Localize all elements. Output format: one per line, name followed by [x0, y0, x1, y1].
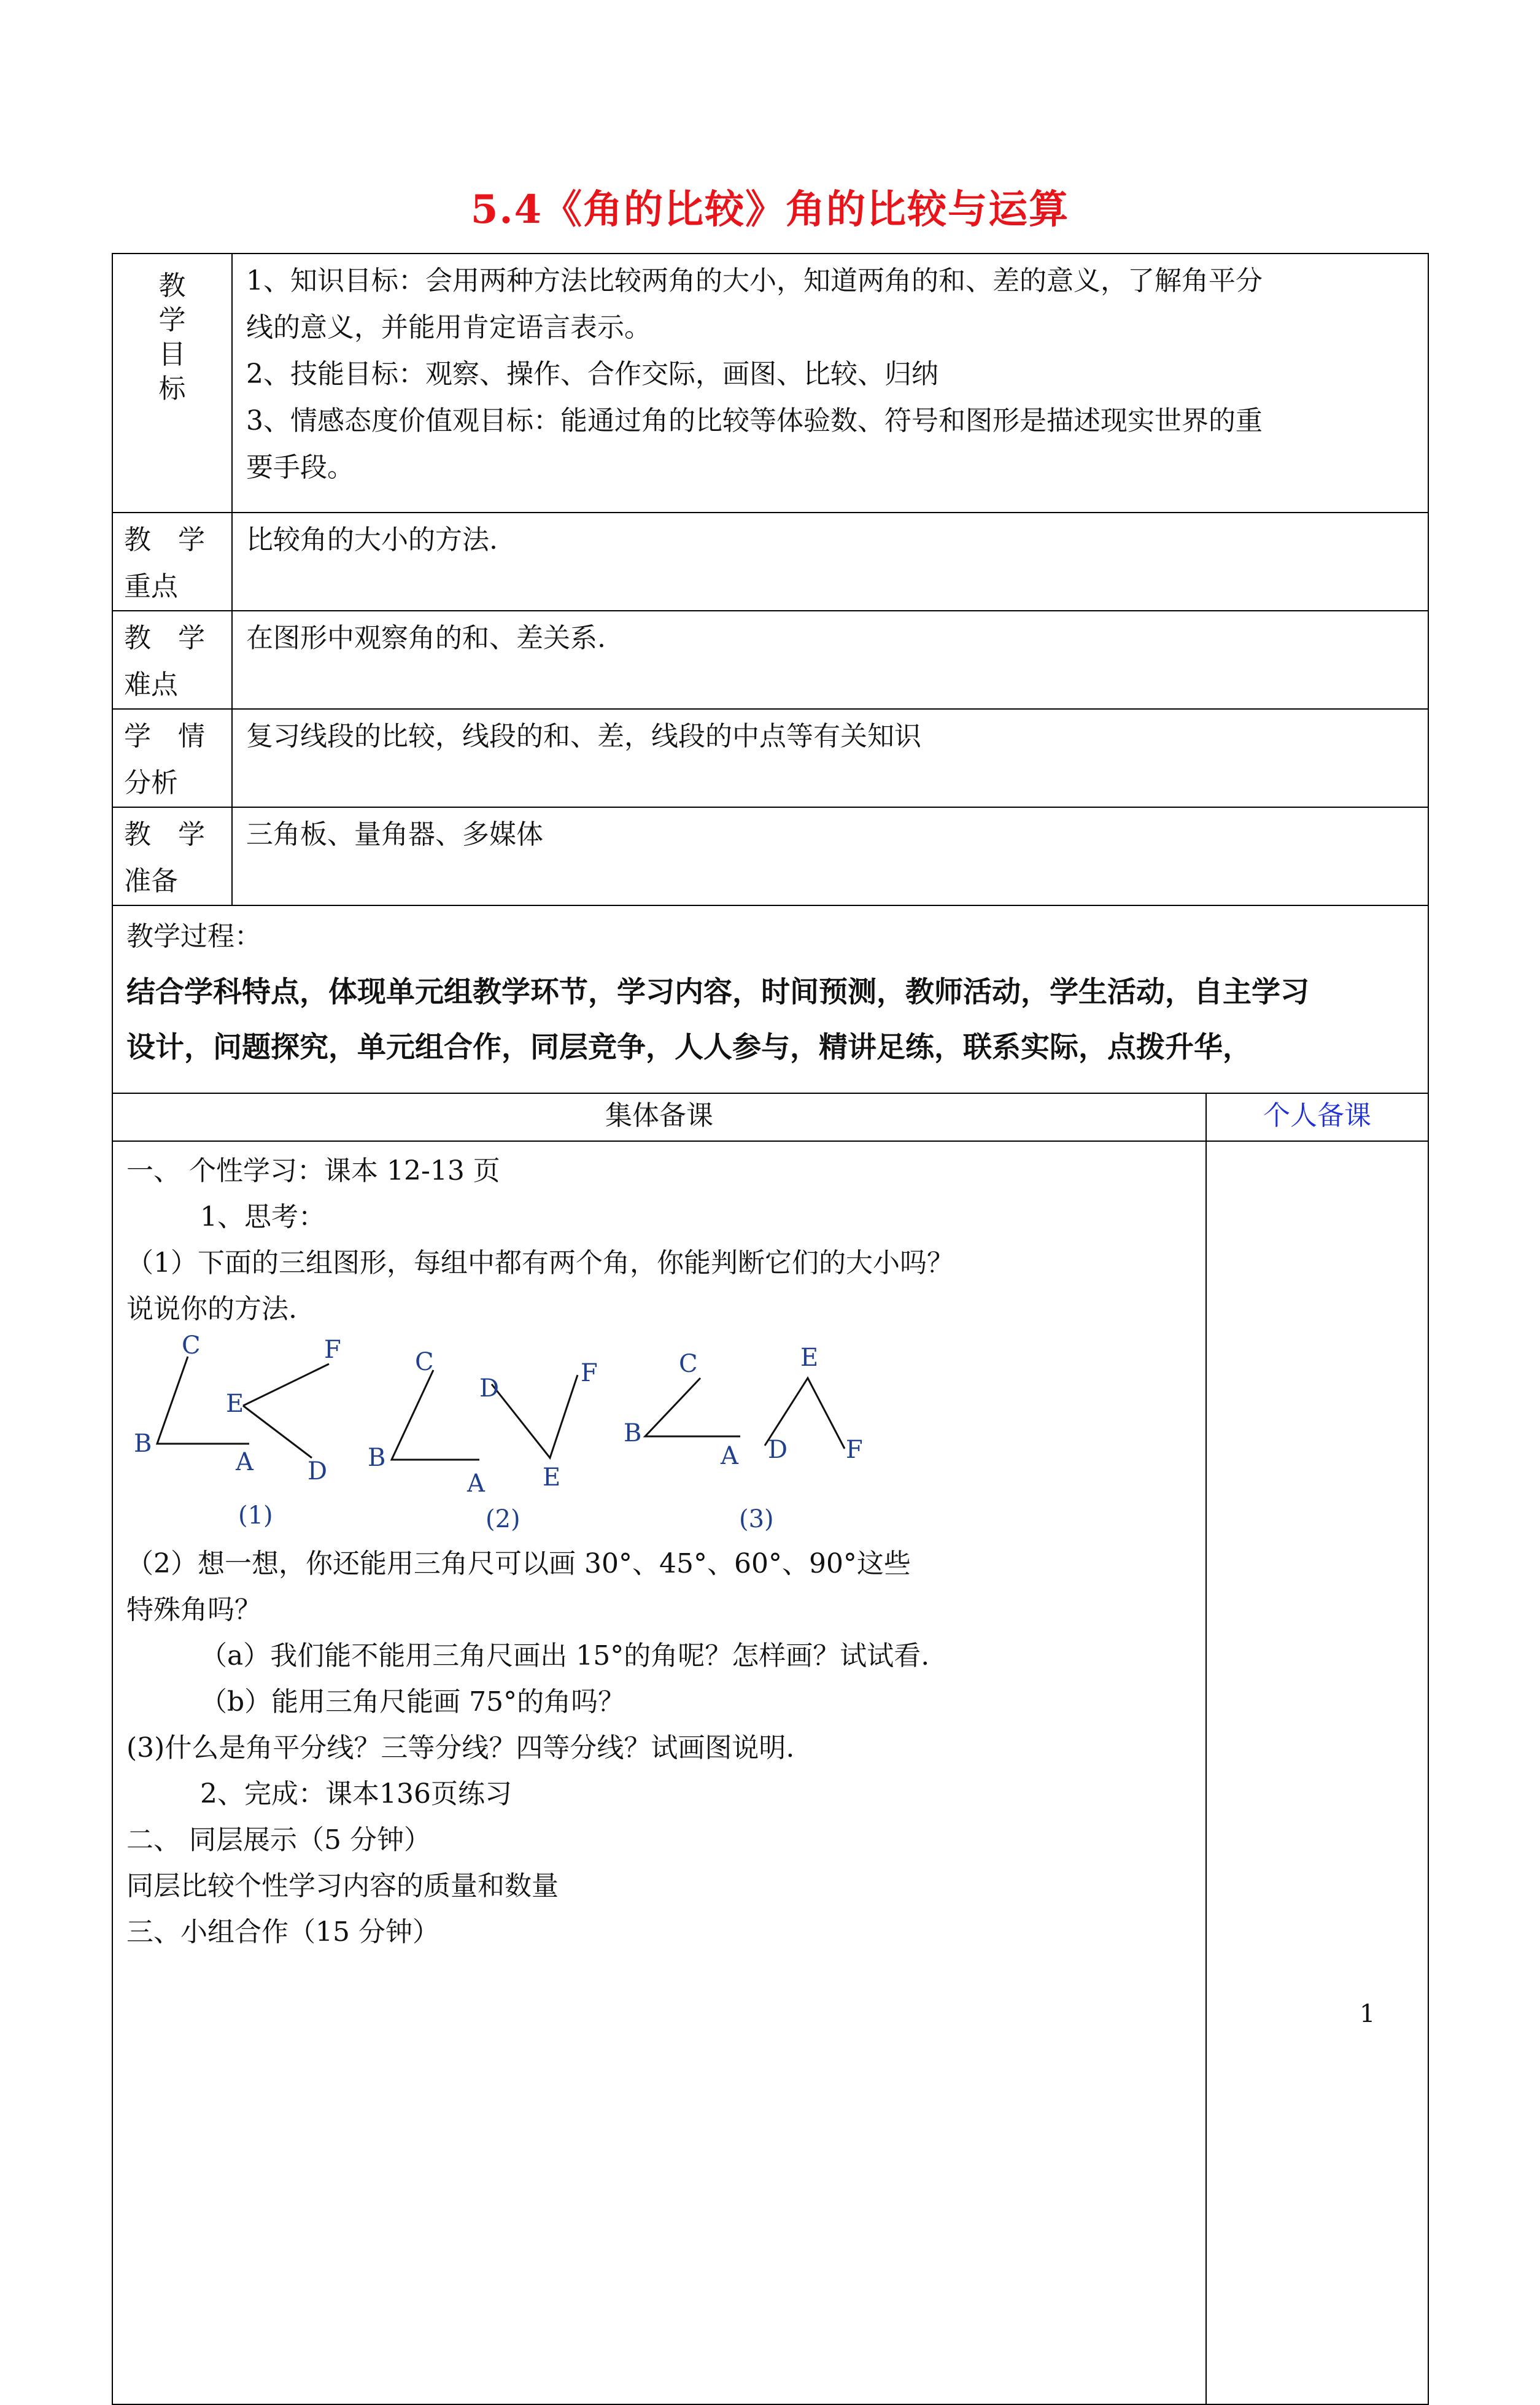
figure-caption: (1)	[238, 1501, 273, 1530]
label-line: 教 学	[124, 524, 205, 556]
analysis-row	[112, 709, 1428, 807]
angle-figures	[126, 1332, 1192, 1541]
label-line: 学 情	[124, 721, 205, 752]
point-label: C	[679, 1350, 698, 1378]
label-line: 教 学	[124, 819, 205, 850]
point-label: B	[368, 1444, 386, 1472]
analysis-content: 复习线段的比较，线段的和、差，线段的中点等有关知识	[232, 709, 1428, 807]
process-row	[112, 905, 1428, 1093]
lesson-plan-table	[112, 253, 1429, 2405]
point-label: B	[624, 1419, 642, 1447]
label-char: 教	[158, 270, 186, 301]
process-heading: 教学过程：	[126, 921, 261, 952]
angle-figures-svg	[126, 1332, 1084, 1541]
process-body	[113, 960, 1428, 1075]
point-label: E	[543, 1463, 561, 1492]
point-label: C	[182, 1332, 201, 1360]
objectives-label	[112, 254, 232, 513]
personal-content	[1206, 1141, 1428, 2404]
label-char: 标	[158, 373, 186, 405]
preparation-content: 三角板、量角器、多媒体	[232, 807, 1428, 905]
key-points-row	[112, 513, 1428, 611]
collective-header: 集体备课	[112, 1093, 1206, 1141]
figure-caption: (3)	[739, 1505, 774, 1533]
question-text: (3)什么是角平分线？三等分线？四等分线？试画图说明.	[126, 1732, 795, 1764]
label-line: 重点	[124, 571, 178, 602]
label-line: 分析	[124, 767, 178, 799]
point-label: D	[768, 1436, 788, 1464]
column-header-row	[112, 1093, 1428, 1141]
think-heading: 1、思考：	[200, 1201, 325, 1233]
process-line: 结合学科特点，体现单元组教学环节，学习内容，时间预测，教师活动，学生活动，自主学习	[126, 975, 1309, 1009]
objective-line: 1、知识目标：会用两种方法比较两角的大小，知道两角的和、差的意义，了解角平分	[246, 265, 1263, 296]
label-char: 学	[158, 304, 186, 336]
label-line: 难点	[124, 669, 178, 700]
point-label: A	[721, 1442, 738, 1470]
point-label: F	[581, 1359, 598, 1387]
difficulties-label	[112, 611, 232, 709]
point-label: F	[846, 1436, 863, 1464]
personal-header: 个人备课	[1206, 1093, 1428, 1141]
point-label: E	[226, 1390, 244, 1418]
difficulties-row	[112, 611, 1428, 709]
question-text: 说说你的方法.	[126, 1293, 297, 1325]
point-label: B	[134, 1430, 152, 1458]
section-title: 三、小组合作（15 分钟）	[126, 1916, 439, 1948]
sub-question: （b）能用三角尺能画 75°的角吗？	[200, 1686, 625, 1718]
label-line: 准备	[124, 866, 178, 897]
question-text: （1）下面的三组图形，每组中都有两个角，你能判断它们的大小吗？	[126, 1247, 954, 1279]
objective-line: 要手段。	[246, 452, 354, 483]
point-label: E	[800, 1344, 819, 1372]
objective-line: 线的意义，并能用肯定语言表示。	[246, 312, 651, 343]
point-label: C	[415, 1348, 434, 1376]
collective-content	[112, 1141, 1206, 2404]
key-points-label	[112, 513, 232, 611]
objectives-row	[112, 254, 1428, 513]
lesson-body-row	[112, 1141, 1428, 2404]
point-label: A	[236, 1448, 253, 1476]
question-text: （2）想一想，你还能用三角尺可以画 30°、45°、60°、90°这些	[126, 1548, 911, 1579]
analysis-label	[112, 709, 232, 807]
question-text: 特殊角吗？	[126, 1594, 261, 1625]
process-cell	[112, 905, 1428, 1093]
label-line: 教 学	[124, 622, 205, 654]
section-title: 一、 个性学习：课本 12-13 页	[126, 1155, 500, 1187]
process-line: 设计，问题探究，单元组合作，同层竞争，人人参与，精讲足练，联系实际，点拨升华，	[126, 1031, 1252, 1064]
objective-line: 3、情感态度价值观目标：能通过角的比较等体验数、符号和图形是描述现实世界的重	[246, 405, 1263, 436]
objective-line: 2、技能目标：观察、操作、合作交际，画图、比较、归纳	[246, 358, 938, 390]
figure-caption: (2)	[486, 1505, 520, 1533]
point-label: D	[479, 1374, 500, 1403]
page-number: 1	[1360, 2000, 1376, 2028]
preparation-row	[112, 807, 1428, 905]
objectives-content	[232, 254, 1428, 513]
sub-question: （a）我们能不能用三角尺画出 15°的角呢？怎样画？试试看.	[200, 1640, 930, 1671]
preparation-label	[112, 807, 232, 905]
point-label: A	[467, 1470, 485, 1498]
section-text: 同层比较个性学习内容的质量和数量	[126, 1870, 559, 1902]
point-label: F	[324, 1336, 341, 1364]
exercise-text: 2、完成：课本136页练习	[200, 1778, 512, 1810]
section-title: 二、 同层展示（5 分钟）	[126, 1824, 431, 1856]
label-char: 目	[158, 339, 186, 370]
difficulties-content: 在图形中观察角的和、差关系.	[232, 611, 1428, 709]
key-points-content: 比较角的大小的方法.	[232, 513, 1428, 611]
point-label: D	[308, 1457, 328, 1485]
page-title: 5.4《角的比较》角的比较与运算	[470, 187, 1070, 233]
